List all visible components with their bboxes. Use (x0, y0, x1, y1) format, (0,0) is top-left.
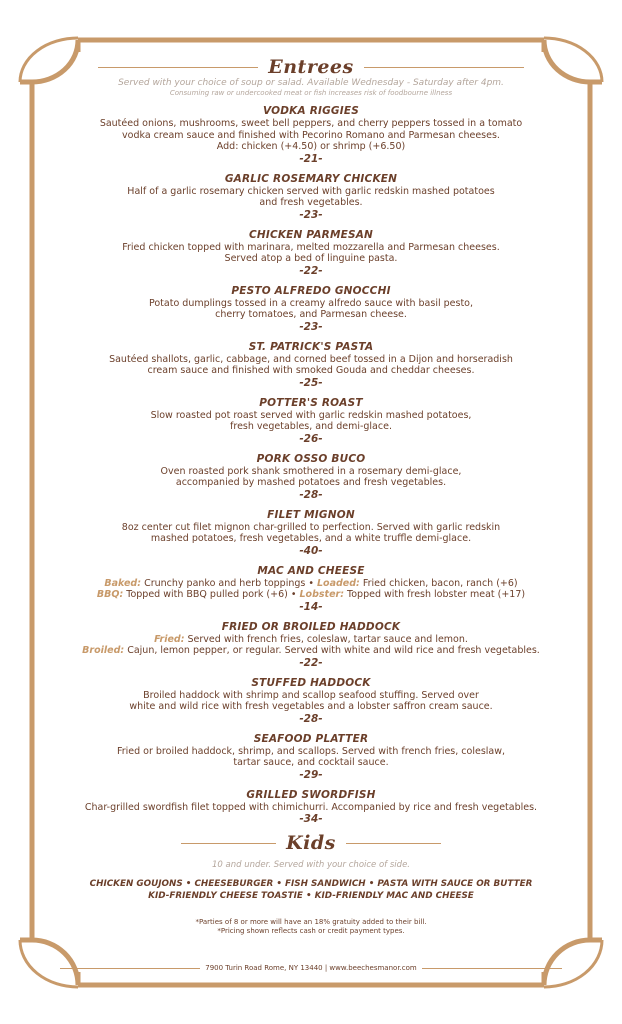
menu-item-seafood-platter (40, 733, 582, 782)
lobster-text: Topped with fresh lobster meat (+17) (344, 589, 526, 600)
description-line: Sautéed shallots, garlic, cabbage, and corned beef tossed in a Dijon and horseradish (109, 353, 513, 365)
item-name: FRIED OR BROILED HADDOCK (221, 620, 401, 633)
haddock-line-2 (40, 645, 582, 657)
item-name: SEAFOOD PLATTER (253, 732, 369, 745)
item-name: VODKA RIGGIES (263, 105, 359, 117)
description-line: Potato dumplings tossed in a creamy alfredo sauce with basil pesto, (148, 297, 474, 309)
gratuity-note: *Parties of 8 or more will have an 18% gratuity added to their bill. (195, 918, 427, 926)
item-price: -14- (299, 600, 323, 613)
item-name: GARLIC ROSEMARY CHICKEN (224, 172, 398, 185)
footer (0, 963, 622, 973)
entrees-subtitle: Served with your choice of soup or salad. Available Wednesday - Saturday after 4pm. (118, 78, 504, 88)
description-line: Sautéed onions, mushrooms, sweet bell peppers, and cherry peppers tossed in a tomato (99, 118, 523, 129)
item-price: -23- (299, 320, 323, 333)
kids-subtitle: 10 and under. Served with your choice of side. (212, 860, 410, 870)
menu-item-pork-osso-buco (40, 453, 582, 502)
description-line: Fried chicken topped with marinara, melted mozzarella and Parmesan cheeses. (122, 241, 500, 253)
baked-text: Crunchy panko and herb toppings • (141, 577, 317, 589)
menu-item-garlic-rosemary-chicken (40, 173, 582, 222)
loaded-text: Fried chicken, bacon, ranch (+6) (359, 577, 518, 589)
item-price: -34- (299, 813, 323, 825)
menu-item-stuffed-haddock (40, 677, 582, 726)
haddock-line-1 (40, 634, 582, 646)
loaded-label: Loaded: (317, 577, 360, 589)
description-line: mashed potatoes, fresh vegetables, and a white truffle demi-glace. (150, 533, 472, 544)
kids-header (40, 832, 582, 854)
broiled-label: Broiled: (82, 645, 125, 656)
entree-list-2 (40, 677, 582, 827)
description-line: Served atop a bed of linguine pasta. (224, 253, 398, 264)
item-price: -21- (299, 152, 323, 165)
description-line: and fresh vegetables. (259, 197, 363, 208)
menu-item-st-patrick-s-pasta (40, 341, 582, 390)
item-name: MAC AND CHEESE (257, 564, 365, 577)
menu-item-haddock (40, 621, 582, 670)
footer-address: 7900 Turin Road Rome, NY 13440 | www.beechesmanor.com (200, 964, 421, 972)
lobster-label: Lobster: (299, 589, 345, 600)
menu-item-filet-mignon (40, 509, 582, 558)
mac-line-1 (40, 578, 582, 590)
item-name: GRILLED SWORDFISH (246, 788, 376, 801)
bbq-text: Topped with BBQ pulled pork (+6) • (123, 589, 300, 600)
description-line: Oven roasted pork shank smothered in a rosemary demi-glace, (160, 465, 462, 477)
description-line: cherry tomatoes, and Parmesan cheese. (215, 309, 407, 320)
item-description (40, 522, 582, 545)
item-description (40, 354, 582, 377)
baked-label: Baked: (104, 577, 142, 589)
kids-items-line-2: KID-FRIENDLY CHEESE TOASTIE • KID-FRIENDLY MAC AND CHEESE (148, 891, 474, 901)
item-name: ST. PATRICK'S PASTA (248, 340, 374, 353)
description-line: vodka cream sauce and finished with Pecorino Romano and Parmesan cheeses. (122, 129, 500, 141)
item-price: -26- (299, 432, 323, 445)
item-price: -28- (299, 488, 323, 501)
kids-items-line-1: CHICKEN GOUJONS • CHEESEBURGER • FISH SANDWICH • PASTA WITH SAUCE OR BUTTER (89, 879, 533, 889)
bbq-label: BBQ: (96, 589, 124, 600)
item-name: PESTO ALFREDO GNOCCHI (231, 284, 391, 297)
item-description (40, 634, 582, 657)
item-name: PORK OSSO BUCO (256, 452, 366, 465)
menu-notes (40, 918, 582, 936)
description-line: tartar sauce, and cocktail sauce. (233, 757, 389, 768)
foodborne-disclaimer: Consuming raw or undercooked meat or fish increases risk of foodbourne illness (169, 89, 453, 97)
kids-rule-left (181, 843, 276, 844)
fried-text: Served with french fries, coleslaw, tartar sauce and lemon. (184, 633, 468, 645)
item-price: -22- (299, 264, 323, 277)
menu-item-chicken-parmesan (40, 229, 582, 278)
entree-list (40, 105, 582, 558)
entrees-header (40, 56, 582, 78)
item-description (40, 578, 582, 601)
item-name: POTTER'S ROAST (259, 396, 363, 409)
mac-line-2 (40, 589, 582, 601)
item-description (40, 690, 582, 713)
item-description (40, 242, 582, 265)
description-line: Char-grilled swordfish filet topped with chimichurri. Accompanied by rice and fresh vegetables. (84, 801, 538, 813)
item-name: STUFFED HADDOCK (251, 676, 371, 689)
item-description (40, 746, 582, 769)
kids-rule-right (346, 843, 441, 844)
description-line: cream sauce and finished with smoked Gouda and cheddar cheeses. (147, 365, 475, 376)
item-description (40, 298, 582, 321)
description-line: white and wild rice with fresh vegetables and a lobster saffron cream sauce. (129, 701, 493, 712)
fried-label: Fried: (154, 633, 185, 645)
menu-item-potter-s-roast (40, 397, 582, 446)
item-description (40, 802, 582, 814)
item-price: -40- (299, 544, 323, 557)
item-price: -23- (299, 208, 323, 221)
description-line: Broiled haddock with shrimp and scallop seafood stuffing. Served over (143, 689, 479, 701)
item-description (40, 118, 582, 153)
description-line: 8oz center cut filet mignon char-grilled to perfection. Served with garlic redskin (121, 521, 501, 533)
description-line: Slow roasted pot roast served with garlic redskin mashed potatoes, (150, 409, 472, 421)
kids-title: Kids (286, 832, 336, 854)
description-line: Fried or broiled haddock, shrimp, and scallops. Served with french fries, coleslaw, (116, 745, 506, 757)
pricing-note: *Pricing shown reflects cash or credit payment types. (217, 927, 405, 935)
description-line: Half of a garlic rosemary chicken served with garlic redskin mashed potatoes (127, 185, 495, 197)
menu-item-vodka-riggies (40, 105, 582, 166)
item-description (40, 410, 582, 433)
menu-item-pesto-alfredo-gnocchi (40, 285, 582, 334)
item-description (40, 466, 582, 489)
broiled-text: Cajun, lemon pepper, or regular. Served with white and wild rice and fresh vegetables. (124, 645, 540, 656)
item-price: -25- (299, 376, 323, 389)
item-name: FILET MIGNON (267, 508, 355, 521)
description-line: fresh vegetables, and demi-glace. (230, 421, 392, 432)
item-price: -22- (299, 656, 323, 669)
kids-items (40, 878, 582, 902)
item-name: CHICKEN PARMESAN (248, 228, 374, 241)
item-price: -28- (299, 712, 323, 725)
description-line: accompanied by mashed potatoes and fresh vegetables. (175, 477, 447, 488)
menu-item-mac-and-cheese (40, 565, 582, 614)
menu-content (40, 56, 582, 936)
header-rule-right (364, 67, 524, 68)
header-rule-left (98, 67, 258, 68)
item-price: -29- (299, 768, 323, 781)
menu-item-grilled-swordfish (40, 789, 582, 827)
item-description (40, 186, 582, 209)
entrees-title: Entrees (268, 56, 354, 78)
description-line: Add: chicken (+4.50) or shrimp (+6.50) (216, 141, 406, 152)
